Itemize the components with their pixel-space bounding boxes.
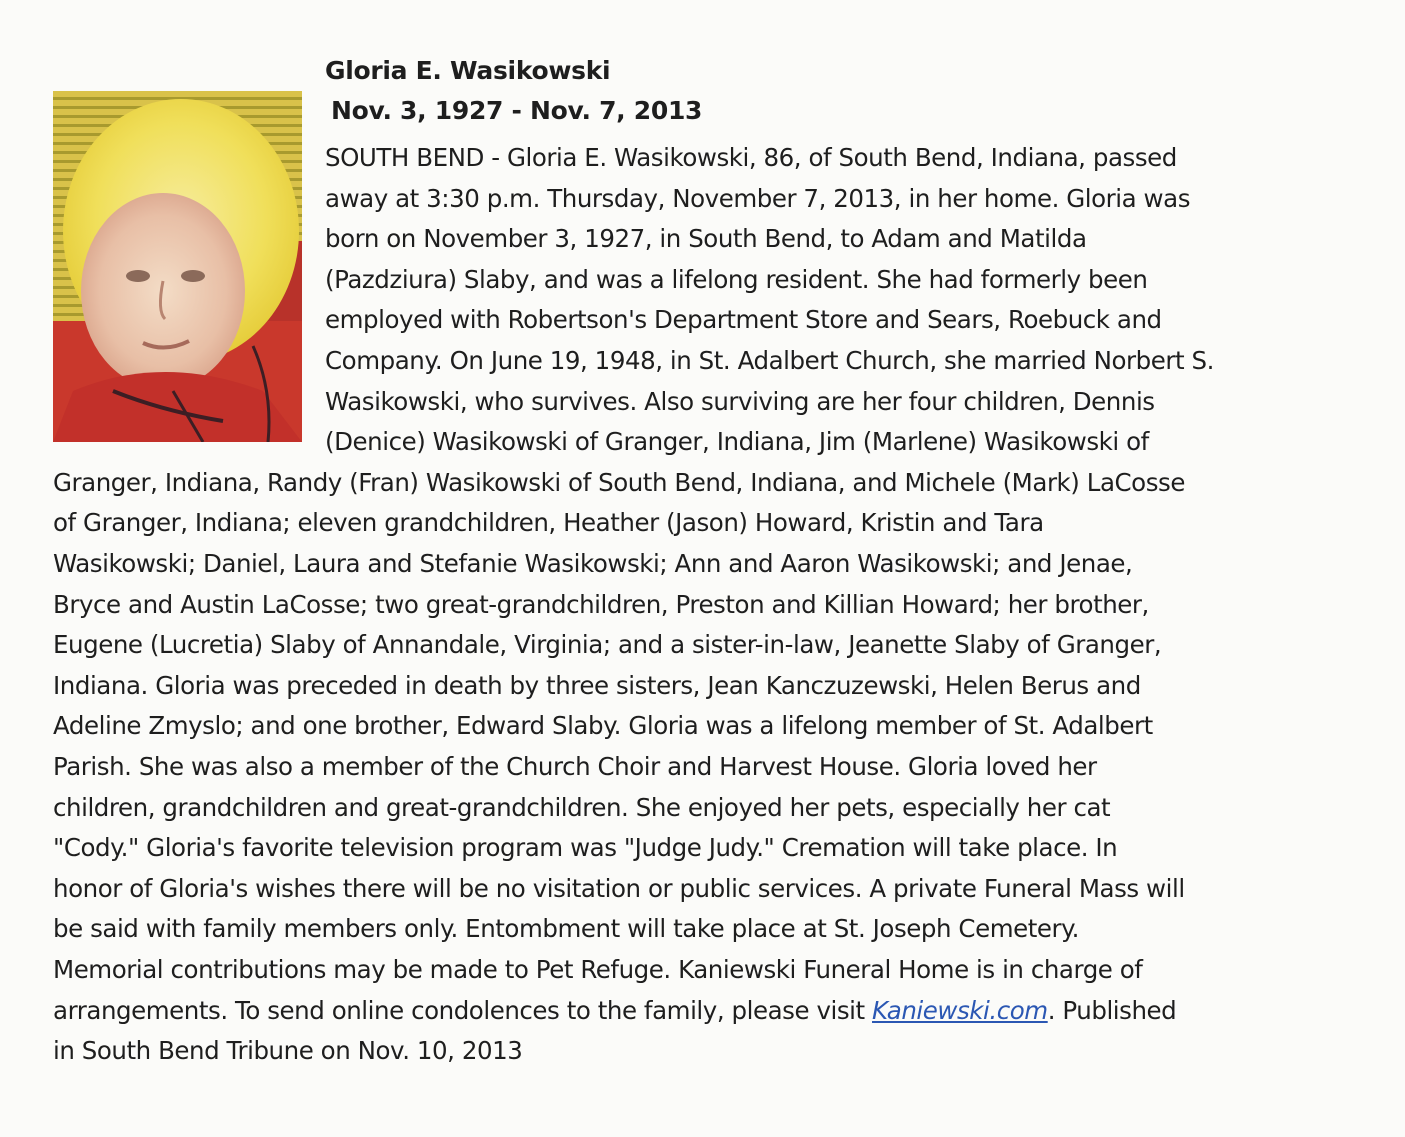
body-line: be said with family members only. Entombment will take place at St. Joseph Cemetery. [53,914,1080,944]
body-line: (Denice) Wasikowski of Granger, Indiana, Jim (Marlene) Wasikowski of [325,427,1149,457]
body-line: born on November 3, 1927, in South Bend, to Adam and Matilda [325,224,1087,254]
body-line: "Cody." Gloria's favorite television program was "Judge Judy." Cremation will take place. In [53,833,1118,863]
kaniewski-link[interactable]: Kaniewski.com [872,995,1048,1025]
body-line: (Pazdziura) Slaby, and was a lifelong resident. She had formerly been [325,264,1148,294]
body-line: Wasikowski; Daniel, Laura and Stefanie Wasikowski; Ann and Aaron Wasikowski; and Jenae, [53,549,1133,578]
body-line: of Granger, Indiana; eleven grandchildren, Heather (Jason) Howard, Kristin and Tara [53,508,1044,538]
body-line: Granger, Indiana, Randy (Fran) Wasikowski of South Bend, Indiana, and Michele (Mark) LaCosse [53,467,1185,497]
body-line: employed with Robertson's Department Store and Sears, Roebuck and [325,305,1162,335]
body-line: children, grandchildren and great-grandchildren. She enjoyed her pets, especially her cat [53,792,1111,822]
body-line: Company. On June 19, 1948, in St. Adalbert Church, she married Norbert S. [325,346,1214,375]
obituary-dates: Nov. 3, 1927 - Nov. 7, 2013 [331,96,703,125]
body-line: honor of Gloria's wishes there will be no visitation or public services. A private Funeral Mass will [53,873,1185,903]
portrait-photo [53,91,302,442]
body-line: Parish. She was also a member of the Church Choir and Harvest House. Gloria loved her [53,752,1097,781]
obituary-name: Gloria E. Wasikowski [325,56,611,85]
link-prefix-text: arrangements. To send online condolences to the family, please visit [53,995,873,1025]
body-line: SOUTH BEND - Gloria E. Wasikowski, 86, of South Bend, Indiana, passed [325,143,1177,172]
body-line: Memorial contributions may be made to Pet Refuge. Kaniewski Funeral Home is in charge of [53,955,1143,984]
body-line: Adeline Zmyslo; and one brother, Edward Slaby. Gloria was a lifelong member of St. Adalbert [53,711,1153,741]
link-suffix-text: . Published [1047,995,1177,1025]
body-line: Wasikowski, who survives. Also surviving are her four children, Dennis [325,386,1155,416]
body-line: away at 3:30 p.m. Thursday, November 7, 2013, in her home. Gloria was [325,183,1191,213]
body-line-with-link [53,991,1176,1032]
body-line: Indiana. Gloria was preceded in death by three sisters, Jean Kanczuzewski, Helen Berus and [53,670,1141,700]
body-line: Eugene (Lucretia) Slaby of Annandale, Virginia; and a sister-in-law, Jeanette Slaby of Granger, [53,630,1162,660]
body-line: Bryce and Austin LaCosse; two great-grandchildren, Preston and Killian Howard; her brother, [53,589,1149,619]
body-line: in South Bend Tribune on Nov. 10, 2013 [53,1036,523,1066]
